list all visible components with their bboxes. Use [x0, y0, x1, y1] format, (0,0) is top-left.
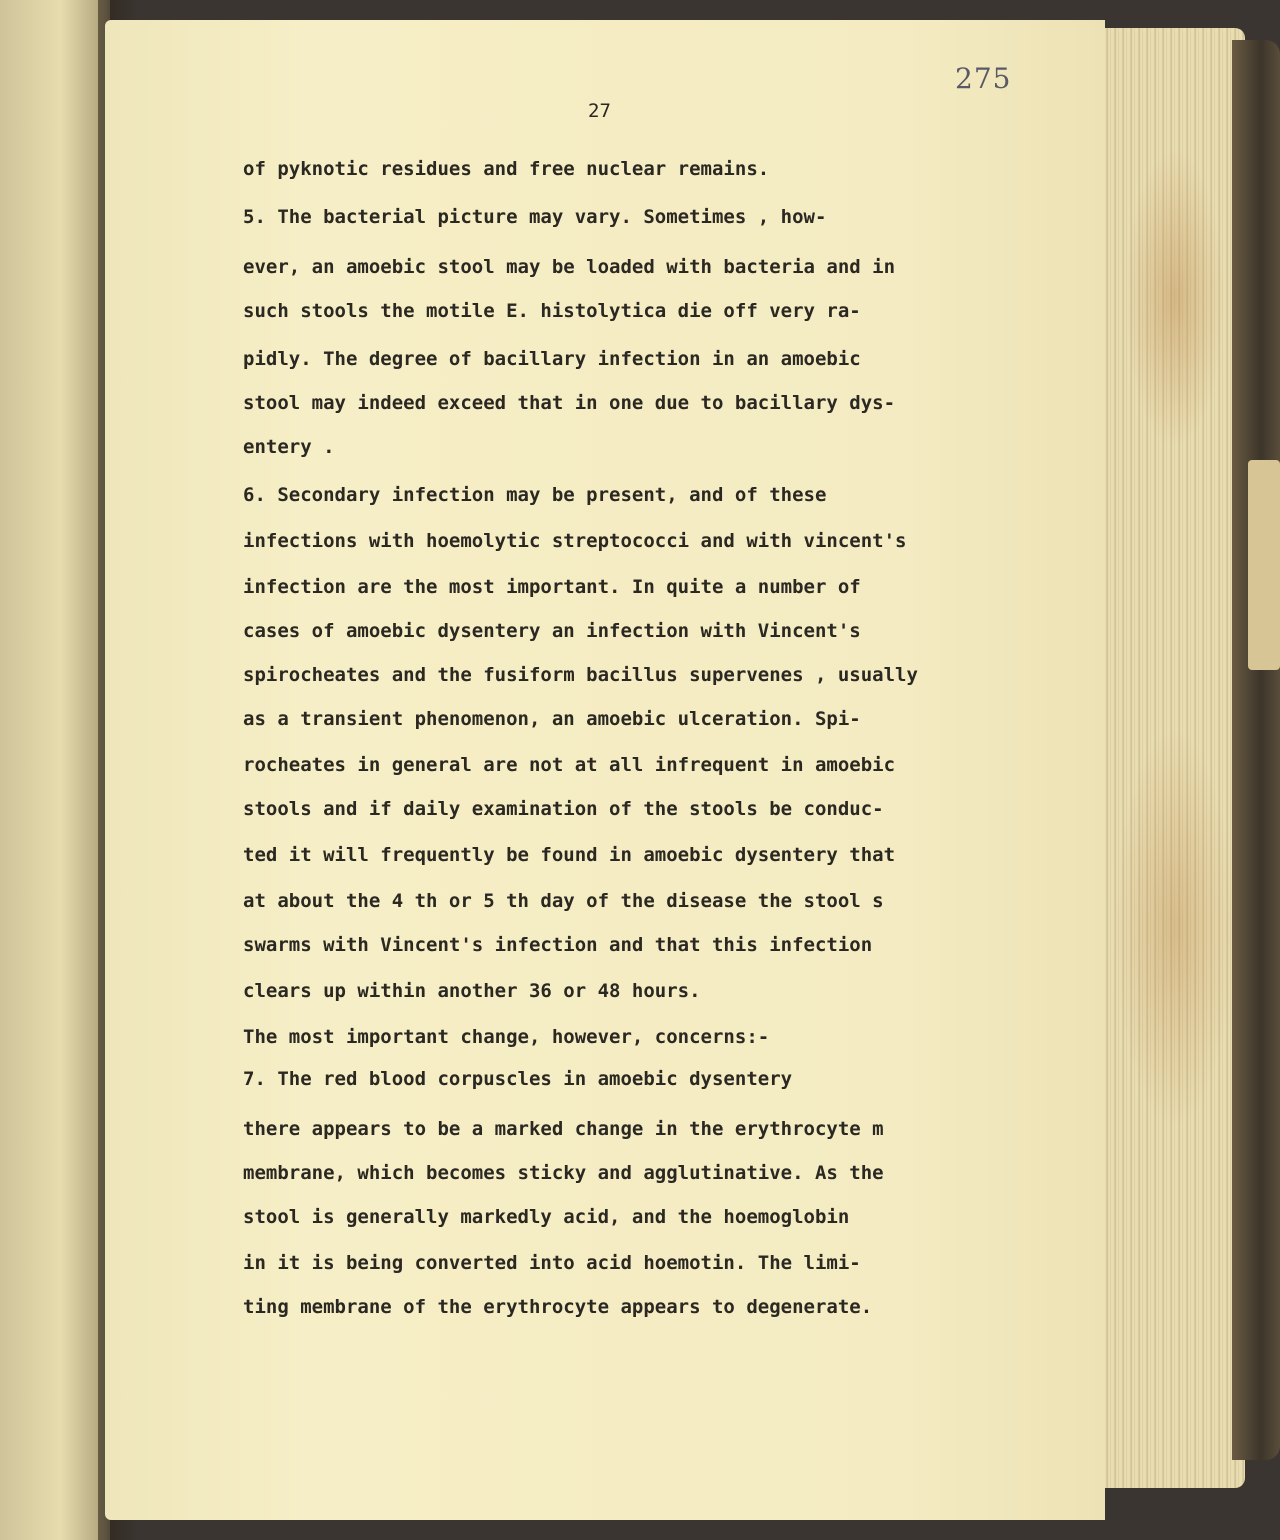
- text-line: of pyknotic residues and free nuclear remains.: [243, 158, 770, 180]
- text-line: clears up within another 36 or 48 hours.: [243, 980, 701, 1002]
- text-line: pidly. The degree of bacillary infection in an amoebic: [243, 348, 861, 370]
- text-line: stool is generally markedly acid, and the hoemoglobin: [243, 1206, 850, 1228]
- text-line: as a transient phenomenon, an amoebic ulceration. Spi-: [243, 708, 861, 730]
- text-line: 5. The bacterial picture may vary. Sometimes , how-: [243, 206, 827, 228]
- page-number: 27: [588, 100, 611, 122]
- text-line: stools and if daily examination of the stools be conduc-: [243, 798, 884, 820]
- text-line: ted it will frequently be found in amoebic dysentery that: [243, 844, 896, 866]
- text-line: ting membrane of the erythrocyte appears to degenerate.: [243, 1296, 873, 1318]
- text-line: 6. Secondary infection may be present, and of these: [243, 484, 827, 506]
- book-spine: [1232, 40, 1280, 1460]
- text-line: in it is being converted into acid hoemotin. The limi-: [243, 1252, 861, 1274]
- text-line: there appears to be a marked change in the erythrocyte m: [243, 1118, 884, 1140]
- text-line: 7. The red blood corpuscles in amoebic dysentery: [243, 1068, 793, 1090]
- text-line: The most important change, however, concerns:-: [243, 1026, 770, 1048]
- text-line: such stools the motile E. histolytica die off very ra-: [243, 300, 861, 322]
- facing-page-edge: [0, 0, 110, 1540]
- text-line: cases of amoebic dysentery an infection with Vincent's: [243, 620, 861, 642]
- text-line: at about the 4 th or 5 th day of the disease the stool s: [243, 890, 884, 912]
- stain: [1115, 728, 1235, 1128]
- text-line: entery .: [243, 436, 335, 458]
- text-line: infections with hoemolytic streptococci and with vincent's: [243, 530, 907, 552]
- text-line: spirocheates and the fusiform bacillus supervenes , usually: [243, 664, 918, 686]
- text-line: membrane, which becomes sticky and agglutinative. As the: [243, 1162, 884, 1184]
- stain: [1125, 148, 1225, 448]
- text-line: ever, an amoebic stool may be loaded with bacteria and in: [243, 256, 896, 278]
- folio-number: 275: [955, 62, 1012, 95]
- page-tab: [1248, 460, 1280, 670]
- text-line: swarms with Vincent's infection and that this infection: [243, 934, 873, 956]
- page-edges-stack: [1095, 28, 1245, 1488]
- text-line: infection are the most important. In quite a number of: [243, 576, 861, 598]
- text-line: rocheates in general are not at all infrequent in amoebic: [243, 754, 896, 776]
- text-line: stool may indeed exceed that in one due to bacillary dys-: [243, 392, 896, 414]
